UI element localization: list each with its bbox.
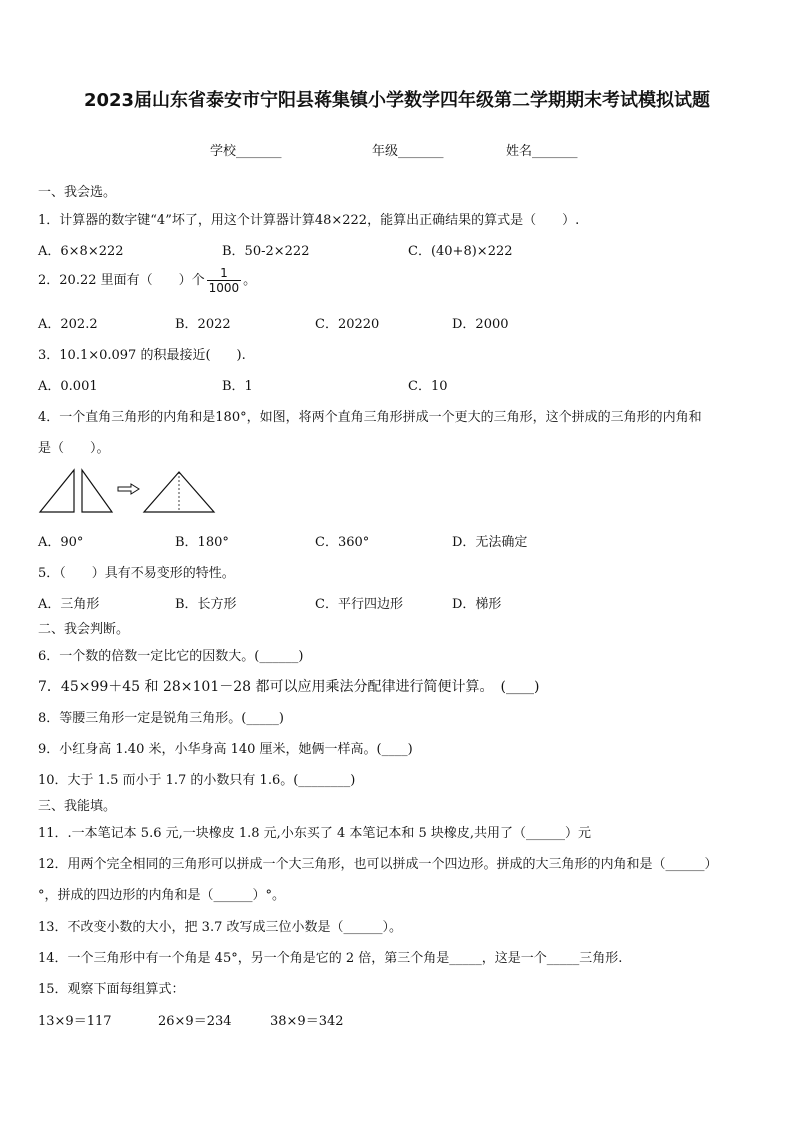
section-heading-choice: 一、我会选。 (38, 185, 117, 200)
question-15: 15．观察下面每组算式： (38, 982, 185, 997)
q2-option-d: D．2000 (452, 317, 509, 332)
question-9: 9．小红身高 1.40 米，小华身高 140 厘米，她俩一样高。(____) (38, 742, 413, 757)
question-14: 14．一个三角形中有一个角是 45°，另一个角是它的 2 倍，第三个角是_____，这是一个_____三角形. (38, 951, 623, 966)
question-4-line2: 是（ ）。 (38, 441, 110, 456)
grade-field: 年级_______ (372, 144, 444, 159)
school-field: 学校_______ (210, 144, 282, 159)
right-triangle-right (82, 470, 112, 512)
q5-option-a: A．三角形 (38, 597, 100, 612)
question-12-line2: °，拼成的四边形的内角和是（______）°。 (38, 888, 286, 903)
page-title: 2023届山东省泰安市宁阳县蒋集镇小学数学四年级第二学期期末考试模拟试题 (83, 90, 711, 111)
question-3: 3．10.1×0.097 的积最接近( ). (38, 348, 246, 363)
q1-option-c: C．(40+8)×222 (408, 244, 513, 259)
equation-2: 26×9＝234 (158, 1014, 232, 1029)
section-heading-judge: 二、我会判断。 (38, 622, 130, 637)
fraction-one-thousandth (207, 266, 242, 295)
question-10: 10．大于 1.5 而小于 1.7 的小数只有 1.6。(________) (38, 773, 356, 788)
q3-option-c: C．10 (408, 379, 448, 394)
question-6: 6．一个数的倍数一定比它的因数大。(______) (38, 649, 304, 664)
question-1: 1．计算器的数字键“4”坏了，用这个计算器计算48×222，能算出正确结果的算式是（ ）. (38, 213, 580, 228)
arrow-icon (118, 484, 139, 494)
q4-option-c: C．360° (315, 535, 370, 550)
question-7: 7．45×99＋45 和 28×101－28 都可以应用乘法分配律进行简便计算。 (____) (38, 679, 540, 695)
name-field: 姓名_______ (506, 144, 578, 159)
question-5: 5．（ ）具有不易变形的特性。 (38, 566, 235, 581)
q4-option-a: A．90° (38, 535, 84, 550)
q2-option-b: B．2022 (175, 317, 231, 332)
right-triangle-left (40, 470, 74, 512)
q5-option-d: D．梯形 (452, 597, 502, 612)
section-heading-fill: 三、我能填。 (38, 799, 117, 814)
question-12-line1: 12．用两个完全相同的三角形可以拼成一个大三角形，也可以拼成一个四边形。拼成的大三角形的内角和是（______） (38, 857, 718, 872)
q2-option-c: C．20220 (315, 317, 380, 332)
question-8: 8．等腰三角形一定是锐角三角形。(_____) (38, 711, 284, 726)
fraction-denominator: 1000 (208, 281, 240, 295)
q1-option-a: A．6×8×222 (38, 244, 124, 259)
q3-option-a: A．0.001 (38, 379, 98, 394)
equation-3: 38×9＝342 (270, 1014, 344, 1029)
fraction-numerator: 1 (220, 266, 228, 280)
question-11: 11．.一本笔记本 5.6 元,一块橡皮 1.8 元,小东买了 4 本笔记本和 5 块橡皮,共用了（______）元 (38, 826, 592, 841)
q3-option-b: B．1 (222, 379, 253, 394)
q2-text: 2．20.22 里面有（ ）个 (38, 273, 205, 288)
equation-1: 13×9＝117 (38, 1014, 112, 1029)
q1-option-b: B．50-2×222 (222, 244, 310, 259)
q5-option-c: C．平行四边形 (315, 597, 403, 612)
q4-option-b: B．180° (175, 535, 229, 550)
question-2 (38, 266, 256, 295)
q2-option-a: A．202.2 (38, 317, 98, 332)
triangles-figure (38, 466, 218, 516)
q5-option-b: B．长方形 (175, 597, 237, 612)
question-13: 13．不改变小数的大小，把 3.7 改写成三位小数是（______）。 (38, 920, 402, 935)
question-4-line1: 4．一个直角三角形的内角和是180°，如图，将两个直角三角形拼成一个更大的三角形，这个拼成的三角形的内角和 (38, 410, 702, 425)
q2-text-end: 。 (243, 273, 257, 288)
q4-option-d: D．无法确定 (452, 535, 528, 550)
